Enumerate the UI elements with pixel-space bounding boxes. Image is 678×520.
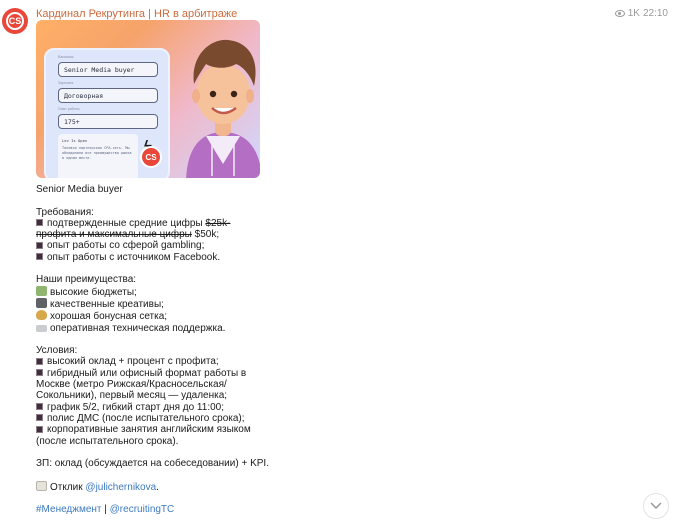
square-icon — [36, 253, 43, 260]
post-time: 22:10 — [642, 8, 668, 19]
condition-item: график 5/2, гибкий старт дня до 11:00; — [36, 402, 296, 413]
character-illustration — [176, 24, 260, 178]
post-title: Senior Media buyer — [36, 184, 123, 195]
post-meta — [615, 8, 668, 19]
channel-link[interactable]: @recruitingTC — [109, 504, 175, 516]
requirement-item-cont: профита и максимальные цифры $50k; — [36, 229, 220, 241]
money-icon — [36, 286, 47, 296]
vacancy-field: Senior Media buyer — [58, 62, 158, 77]
post-image[interactable] — [36, 20, 260, 178]
hashtag-link[interactable]: #Менеджмент — [36, 504, 102, 516]
field1-caption: Вакансия — [58, 55, 74, 59]
requirements-header: Требования: — [36, 206, 94, 218]
money-bag-icon — [36, 310, 47, 320]
camera-icon — [36, 298, 47, 308]
square-icon — [36, 358, 43, 365]
condition-item-cont: (после испытательного срока). — [36, 435, 179, 447]
condition-item: высокий оклад + процент с профита; — [36, 356, 296, 367]
requirement-item: подтвержденные средние цифры $25k- — [36, 218, 296, 229]
salary-field: Договорная — [58, 88, 158, 103]
channel-name[interactable]: Кардинал Рекрутинга | HR в арбитраже — [36, 8, 238, 20]
tags-line: #Менеджмент | @recruitingTC — [36, 504, 175, 516]
advantage-item: оперативная техническая поддержка. — [36, 323, 296, 334]
square-icon — [36, 369, 43, 376]
avatar-logo: CS — [6, 12, 24, 30]
advantage-item: хорошая бонусная сетка; — [36, 310, 296, 322]
condition-item-cont: Москве (метро Рижская/Красносельская/ — [36, 379, 227, 391]
requirement-item: опыт работы со сферой gambling; — [36, 240, 296, 251]
square-icon — [36, 426, 43, 433]
note-text: Топовая партнерская CPA-сеть. Мы объединили все преимущества рынка в одном месте. — [62, 146, 132, 160]
square-icon — [36, 219, 43, 226]
mailbox-icon — [36, 481, 47, 491]
note-card — [58, 134, 138, 178]
note-title: Lev Is Open — [62, 138, 88, 143]
views-count: 1K — [627, 8, 640, 19]
apply-line: Отклик @julichernikova. — [36, 481, 296, 493]
scroll-down-button[interactable] — [643, 493, 669, 519]
salary-line: ЗП: оклад (обсуждается на собеседовании) + KPI. — [36, 458, 269, 470]
advantages-header: Наши преимущества: — [36, 274, 137, 286]
chevron-down-icon — [650, 502, 662, 510]
square-icon — [36, 414, 43, 421]
condition-item: корпоративные занятия английским языком — [36, 424, 296, 435]
square-icon — [36, 403, 43, 410]
requirement-item: опыт работы с источником Facebook. — [36, 252, 296, 263]
brand-badge: CS — [140, 146, 162, 168]
experience-field: 175+ — [58, 114, 158, 129]
keyboard-icon — [36, 325, 47, 332]
condition-item: гибридный или офисный формат работы в — [36, 368, 296, 379]
condition-item-cont: Сокольники), первый месяц — удаленка; — [36, 390, 228, 402]
square-icon — [36, 242, 43, 249]
eye-icon — [615, 10, 625, 17]
post-text — [36, 184, 296, 516]
field3-caption: Опыт работы — [58, 107, 80, 111]
condition-item: полис ДМС (после испытательного срока); — [36, 413, 296, 424]
channel-avatar[interactable] — [2, 8, 28, 34]
advantage-item: высокие бюджеты; — [36, 286, 296, 298]
conditions-header: Условия: — [36, 345, 78, 357]
field2-caption: Зарплата — [58, 81, 74, 85]
apply-handle-link[interactable]: @julichernikova — [85, 481, 157, 493]
advantage-item: качественные креативы; — [36, 298, 296, 310]
